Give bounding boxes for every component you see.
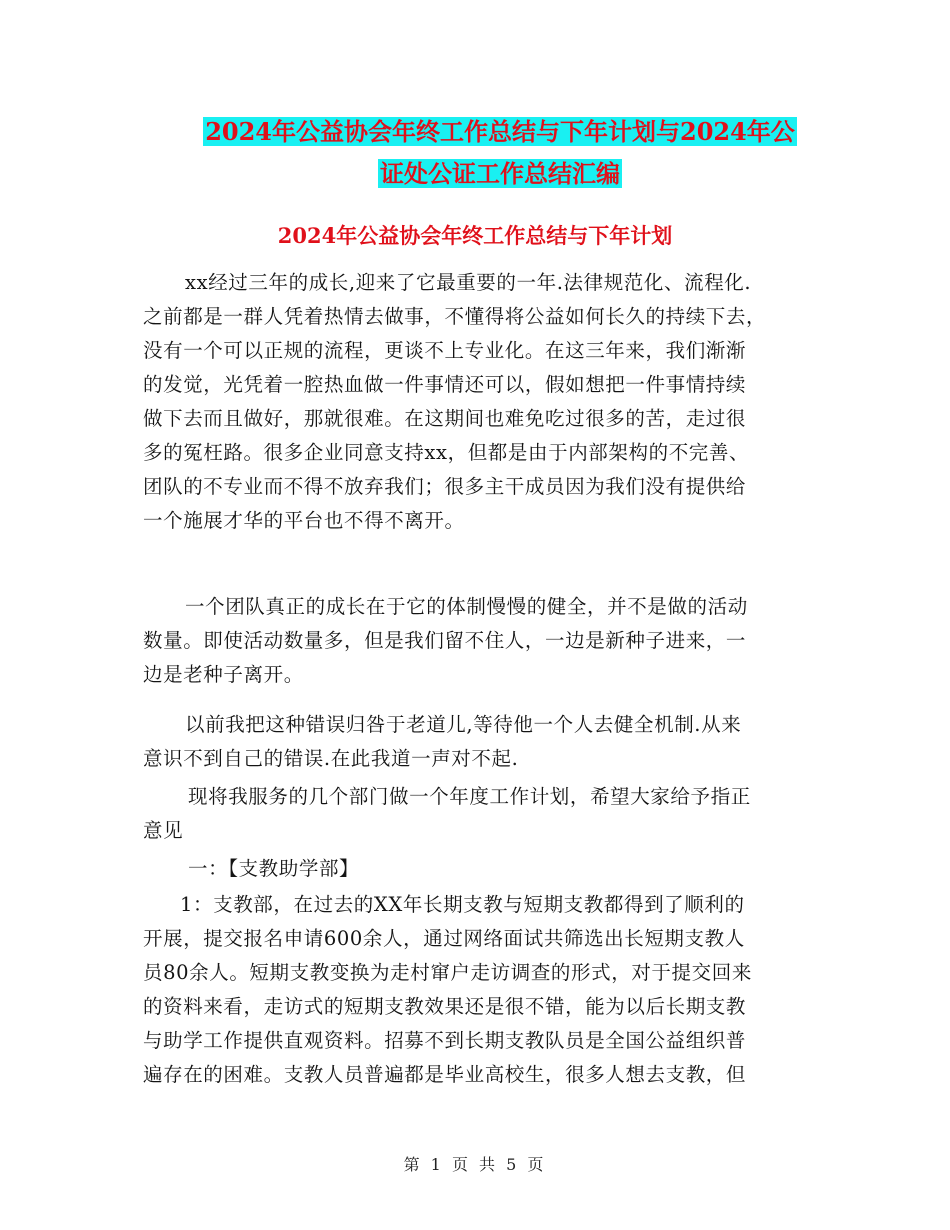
paragraph-line: 做下去而且做好，那就很难。在这期间也难免吃过很多的苦，走过很 bbox=[143, 407, 747, 430]
paragraph-line: 团队的不专业而不得不放弃我们；很多主干成员因为我们没有提供给 bbox=[143, 475, 747, 498]
paragraph-line: xx经过三年的成长,迎来了它最重要的一年.法律规范化、流程化. bbox=[185, 271, 752, 294]
paragraph-line: 与助学工作提供直观资料。招募不到长期支教队员是全国公益组织普 bbox=[143, 1029, 747, 1052]
section-label: 一：【支教助学部】 bbox=[188, 857, 360, 880]
paragraph-line: 开展，提交报名申请600余人，通过网络面试共筛选出长短期支教人 bbox=[143, 927, 745, 950]
paragraph-line: 员80余人。短期支教变换为走村窜户走访调查的形式，对于提交回来 bbox=[143, 961, 752, 984]
paragraph-line: 现将我服务的几个部门做一个年度工作计划，希望大家给予指正 bbox=[188, 785, 751, 808]
title-highlight-1: 2024年公益协会年终工作总结与下年计划与2024年公 bbox=[205, 117, 795, 146]
paragraph-line: 意见 bbox=[143, 819, 184, 842]
document-title-line-2 bbox=[140, 152, 860, 196]
paragraph-line: 以前我把这种错误归咎于老道儿,等待他一个人去健全机制.从来 bbox=[185, 713, 742, 736]
paragraph-line: 之前都是一群人凭着热情去做事，不懂得将公益如何长久的持续下去， bbox=[143, 305, 767, 328]
paragraph-line: 的资料来看，走访式的短期支教效果还是很不错，能为以后长期支教 bbox=[143, 995, 747, 1018]
title-highlight-2: 证处公证工作总结汇编 bbox=[380, 159, 620, 188]
paragraph-line: 1：支教部，在过去的XX年长期支教与短期支教都得到了顺利的 bbox=[180, 893, 745, 916]
paragraph-line: 没有一个可以正规的流程，更谈不上专业化。在这三年来，我们渐渐 bbox=[143, 339, 747, 362]
section-heading: 2024年公益协会年终工作总结与下年计划 bbox=[277, 223, 673, 248]
paragraph-line: 的发觉，光凭着一腔热血做一件事情还可以，假如想把一件事情持续 bbox=[143, 373, 747, 396]
paragraph-line: 多的冤枉路。很多企业同意支持xx，但都是由于内部架构的不完善、 bbox=[143, 441, 750, 464]
paragraph-line: 边是老种子离开。 bbox=[143, 663, 304, 686]
paragraph-line: 遍存在的困难。支教人员普遍都是毕业高校生，很多人想去支教，但 bbox=[143, 1063, 747, 1086]
paragraph-line: 一个施展才华的平台也不得不离开。 bbox=[143, 509, 465, 532]
document-title-line-1 bbox=[140, 110, 860, 154]
page-footer: 第 1 页 共 5 页 bbox=[403, 1155, 547, 1174]
paragraph-line: 数量。即使活动数量多，但是我们留不住人，一边是新种子进来，一 bbox=[143, 629, 747, 652]
paragraph-line: 一个团队真正的成长在于它的体制慢慢的健全，并不是做的活动 bbox=[185, 595, 748, 618]
paragraph-line: 意识不到自己的错误.在此我道一声对不起. bbox=[143, 747, 519, 770]
